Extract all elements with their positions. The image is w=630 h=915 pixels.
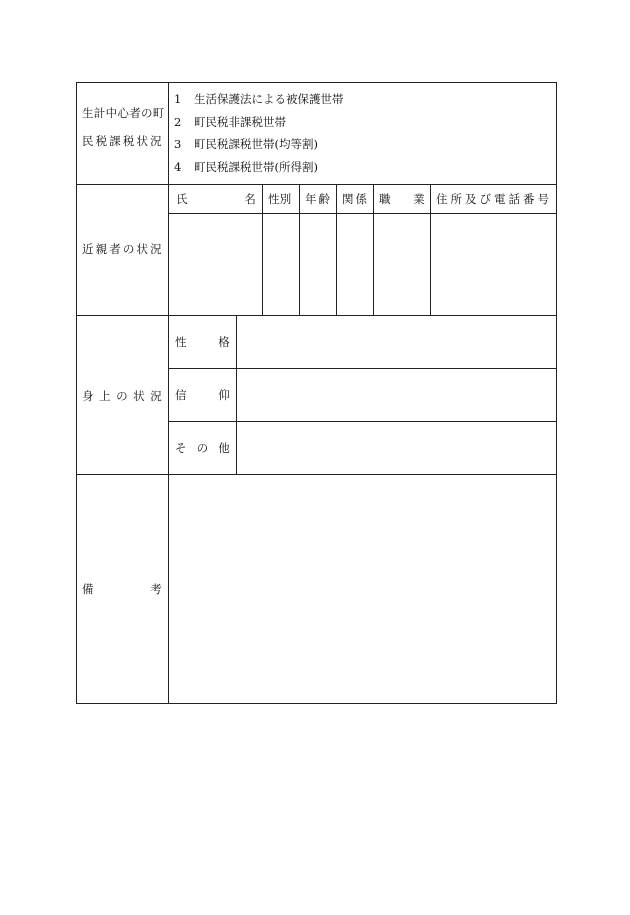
label-char: 税	[122, 134, 135, 148]
tax-option-3	[174, 137, 318, 151]
tax-option-4	[174, 160, 318, 174]
relatives-label	[82, 242, 162, 256]
table-border-top	[76, 82, 557, 83]
header-relation	[342, 192, 369, 206]
label-part: 他	[218, 441, 230, 455]
option-number: 4	[174, 160, 182, 174]
label-part: 性	[175, 335, 187, 349]
row-character-label	[175, 335, 230, 349]
remarks-label-part: 備	[82, 582, 94, 596]
label-char: 上	[99, 389, 111, 403]
remarks-label	[82, 582, 162, 596]
table-border-left	[76, 82, 77, 704]
label-column-divider	[168, 82, 169, 704]
option-number: 1	[174, 92, 182, 106]
header-gender: 性別	[268, 192, 292, 206]
row-divider	[76, 474, 557, 475]
row-divider	[76, 315, 557, 316]
tax-status-label-line1: 生計中心者の町	[82, 106, 165, 120]
label-char: 民	[82, 134, 94, 148]
label-part: の	[196, 441, 209, 455]
row-divider	[76, 184, 557, 185]
header-relation-text: 関係	[342, 192, 369, 206]
header-address	[436, 192, 552, 206]
relatives-col-divider	[299, 184, 300, 315]
remarks-label-part: 考	[150, 582, 162, 596]
option-text: 町民税非課税世帯	[194, 115, 286, 129]
label-char: 状	[136, 242, 149, 256]
header-age-text: 年齢	[305, 192, 332, 206]
label-char: 況	[150, 134, 162, 148]
header-address-text: 住所及び電話番号	[436, 192, 552, 206]
label-char: 税	[95, 134, 108, 148]
table-border-right	[556, 82, 557, 704]
option-text: 町民税課税世帯(均等割)	[194, 137, 318, 151]
label-part: そ	[175, 441, 187, 455]
label-char: 状	[136, 134, 149, 148]
label-char: の	[122, 242, 135, 256]
label-char: の	[116, 389, 128, 403]
header-occupation	[379, 192, 425, 206]
relatives-header-divider	[168, 213, 557, 214]
personal-row-divider	[168, 421, 557, 422]
label-char: 身	[82, 389, 94, 403]
label-part: 格	[218, 335, 230, 349]
label-char: 課	[109, 134, 122, 148]
option-text: 町民税課税世帯(所得割)	[194, 160, 318, 174]
relatives-col-divider	[262, 184, 263, 315]
tax-status-label-line2	[82, 134, 162, 148]
relatives-col-divider	[336, 184, 337, 315]
row-faith-label	[175, 388, 230, 402]
tax-option-1	[174, 92, 344, 106]
option-number: 3	[174, 137, 182, 151]
header-name-part: 氏	[176, 192, 188, 206]
relatives-col-divider	[430, 184, 431, 315]
header-occupation-part: 業	[413, 192, 425, 206]
label-char: 親	[95, 242, 108, 256]
relatives-col-divider	[373, 184, 374, 315]
option-number: 2	[174, 115, 182, 129]
label-char: 者	[109, 242, 122, 256]
header-occupation-part: 職	[379, 192, 391, 206]
option-text: 生活保護法による被保護世帯	[194, 92, 344, 106]
row-other-label	[175, 441, 230, 455]
label-char: 近	[82, 242, 94, 256]
personal-row-divider	[168, 368, 557, 369]
label-char: 状	[133, 389, 145, 403]
personal-col-divider	[236, 315, 237, 474]
header-age	[305, 192, 332, 206]
tax-option-2	[174, 115, 286, 129]
label-part: 仰	[218, 388, 230, 402]
table-border-bottom	[76, 703, 557, 704]
header-name	[176, 192, 256, 206]
label-char: 況	[150, 242, 162, 256]
label-char: 況	[150, 389, 162, 403]
personal-label	[82, 389, 162, 403]
header-name-part: 名	[244, 192, 256, 206]
label-part: 信	[175, 388, 187, 402]
